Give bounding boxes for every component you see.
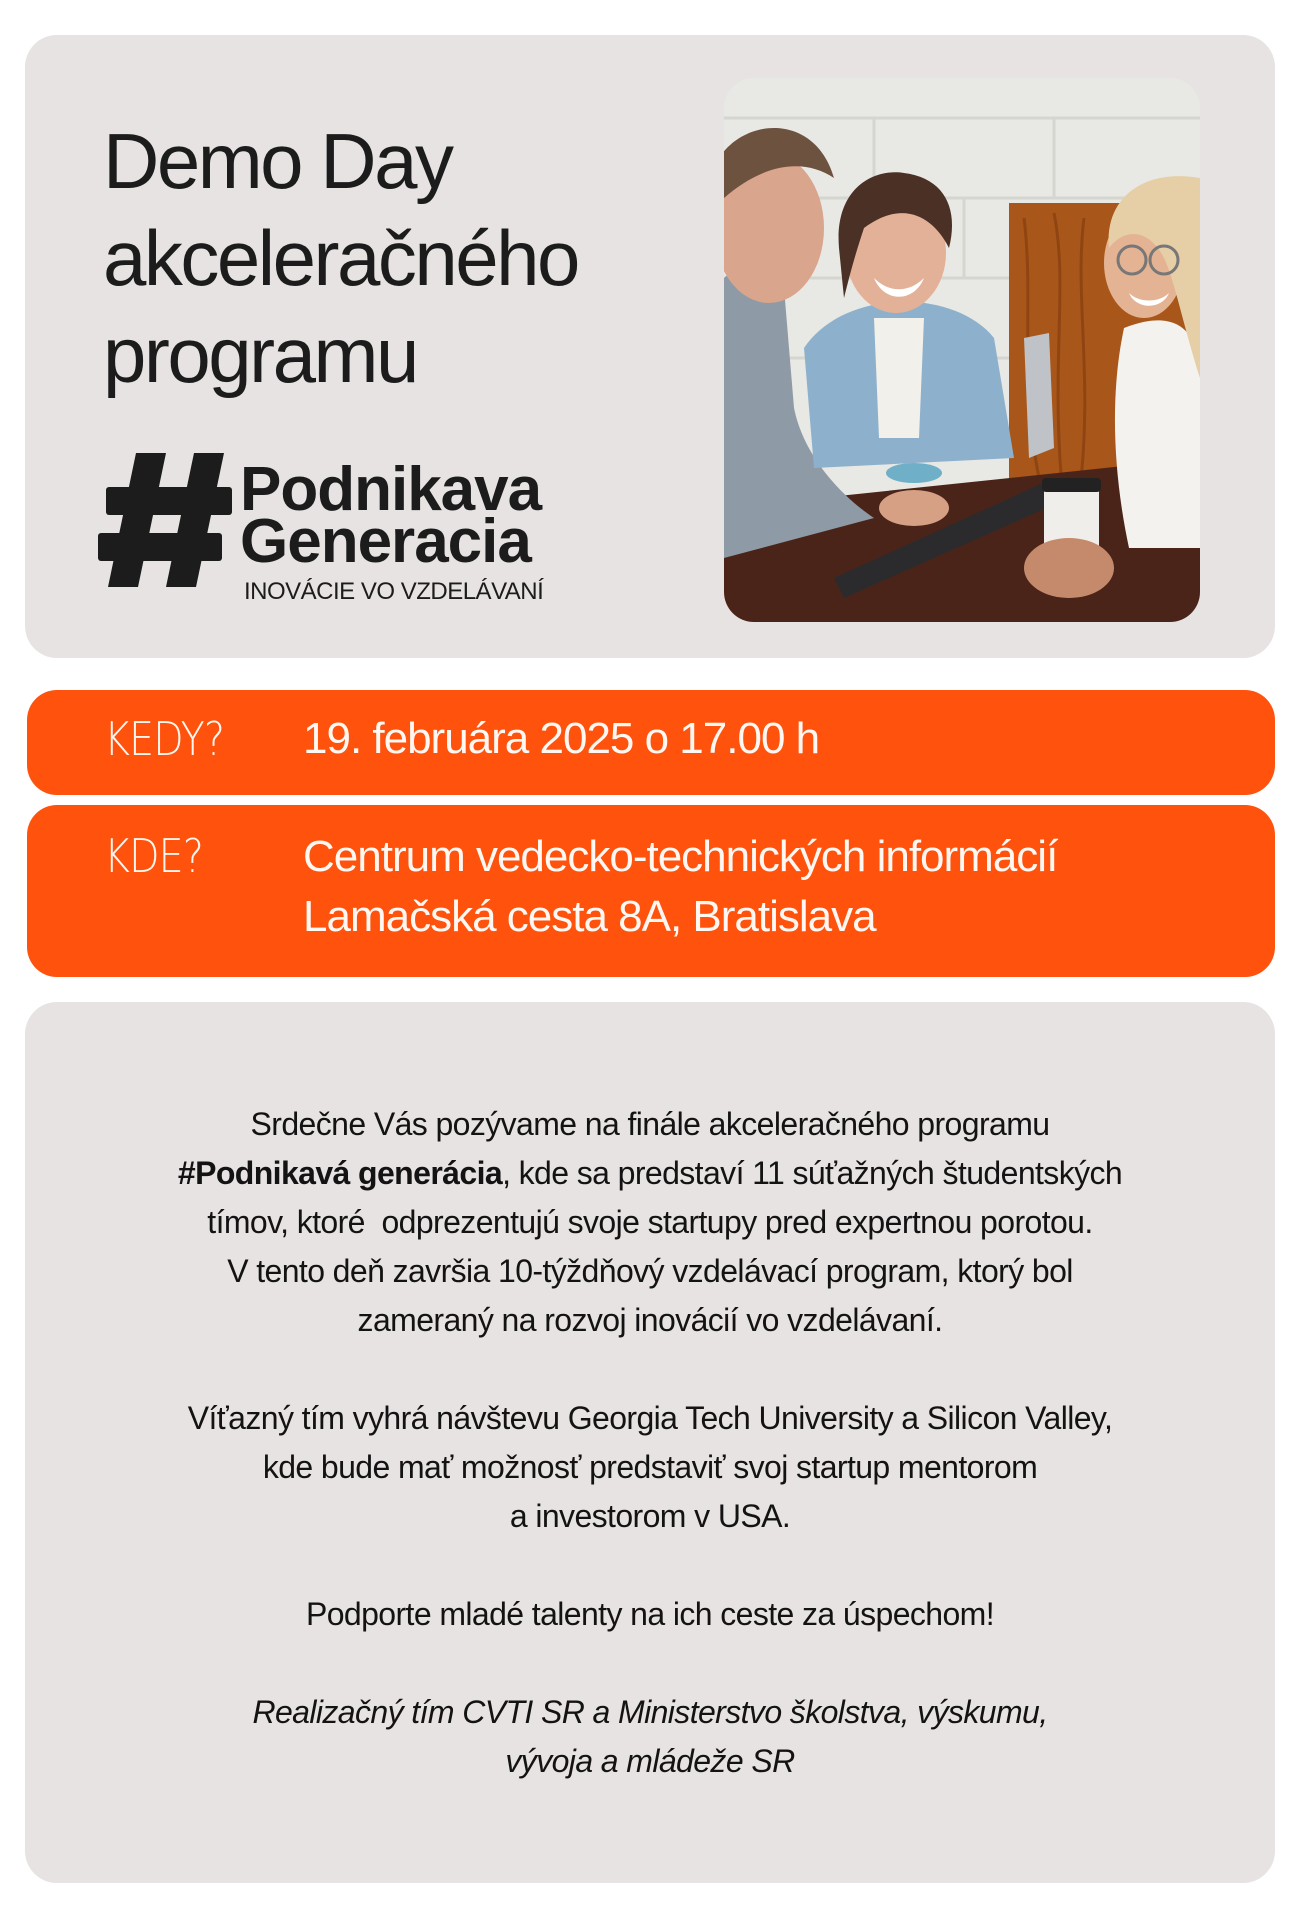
paragraph-line: a investorom v USA. <box>509 1498 791 1534</box>
invitation-paragraph-1 <box>25 1100 1275 1345</box>
paragraph-line: Víťazný tím vyhrá návštevu Georgia Tech University a Silicon Valley, <box>187 1400 1113 1436</box>
hashtag-icon <box>98 445 238 595</box>
program-hashtag: #Podnikavá generácia <box>177 1155 503 1191</box>
title-line-1: Demo Day <box>103 117 452 205</box>
signature-line: Realizačný tím CVTI SR a Ministerstvo školstva, výskumu, <box>252 1694 1048 1730</box>
location-venue: Centrum vedecko-technických informácií <box>303 832 1058 881</box>
event-photo <box>724 78 1200 622</box>
header-panel <box>25 35 1275 658</box>
invitation-text <box>25 1100 1275 1835</box>
event-date-time: 19. februára 2025 o 17.00 h <box>303 714 820 763</box>
paragraph-line: kde bude mať možnosť predstaviť svoj startup mentorom <box>262 1449 1038 1485</box>
logo-tagline: INOVÁCIE VO VZDELÁVANÍ <box>244 578 544 605</box>
invitation-paragraph-3 <box>25 1590 1275 1639</box>
logo-word-podnikava: Podnikava <box>240 455 542 524</box>
location-address: Lamačská cesta 8A, Bratislava <box>303 892 876 941</box>
podnikava-generacia-logo <box>98 445 568 625</box>
paragraph-line: Srdečne Vás pozývame na finále akceleračného programu <box>250 1106 1050 1142</box>
page-title <box>103 113 578 404</box>
when-panel <box>27 690 1275 795</box>
title-line-3: programu <box>103 311 417 399</box>
paragraph-line: tímov, ktoré odprezentujú svoje startupy pred expertnou porotou. <box>207 1204 1093 1240</box>
paragraph-line: V tento deň završia 10-týždňový vzdelávací program, ktorý bol <box>227 1253 1073 1289</box>
where-label: KDE? <box>104 829 203 883</box>
logo-word-generacia: Generacia <box>240 507 531 576</box>
invitation-panel <box>25 1002 1275 1883</box>
signature-line: vývoja a mládeže SR <box>505 1743 795 1779</box>
signature <box>25 1688 1275 1786</box>
paragraph-line-rest: , kde sa predstaví 11 súťažných študentských <box>502 1155 1123 1191</box>
people-at-table-image <box>724 78 1200 622</box>
paragraph-line <box>25 1149 1275 1198</box>
paragraph-line: zameraný na rozvoj inovácií vo vzdelávaní. <box>357 1302 943 1338</box>
when-label: KEDY? <box>104 712 225 766</box>
title-line-2: akceleračného <box>103 214 578 302</box>
where-panel <box>27 805 1275 977</box>
invitation-paragraph-2 <box>25 1394 1275 1541</box>
event-location <box>303 827 1057 947</box>
paragraph-line: Podporte mladé talenty na ich ceste za úspechom! <box>305 1596 995 1632</box>
